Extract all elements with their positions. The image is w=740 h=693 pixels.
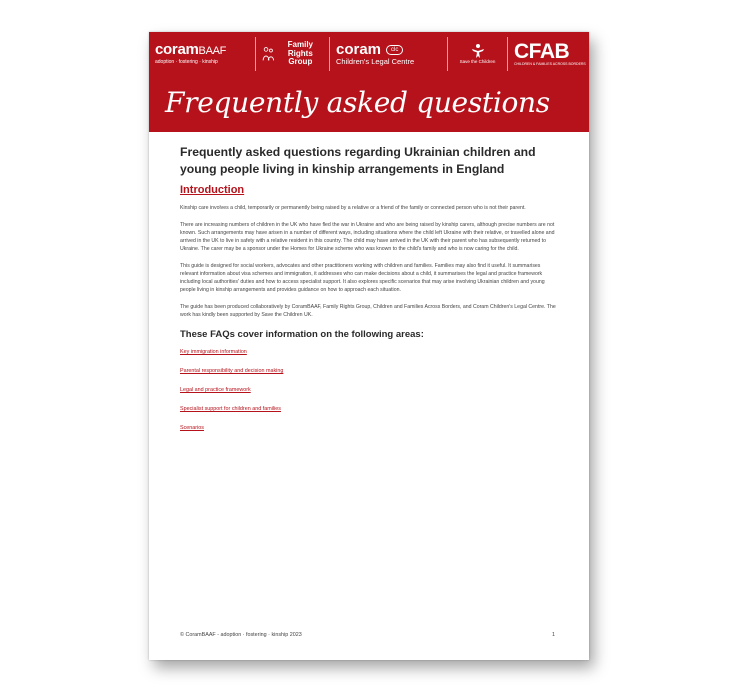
page-footer: [180, 632, 555, 638]
header-banner: [149, 32, 589, 132]
intro-paragraph: This guide is designed for social workers, advocates and other practitioners working with children and families. Families may also find it useful. It summarises relevant information about visa schemes and immigration, it addresses who can make decisions about a child, it summarises the legal and practice framework including local authorities' duties and how to access specialist support. It also explores specific scenarios that may arise involving Ukrainian children and young people living in kinship arrangements and provides guidance on how to approach each situation.: [180, 263, 545, 293]
cfab-logo-name: CFAB: [514, 40, 570, 63]
faq-link-parental-responsibility[interactable]: Parental responsibility and decision making: [180, 368, 284, 374]
section-heading-introduction: Introduction: [180, 184, 245, 196]
corambaaf-logo-name: coram: [155, 41, 199, 58]
faq-link-scenarios[interactable]: Scenarios: [180, 425, 204, 431]
banner-title: Frequently asked questions: [165, 86, 550, 119]
corambaaf-logo: [149, 37, 255, 71]
cclc-subtitle: Children's Legal Centre: [336, 57, 415, 66]
faq-link-legal-framework[interactable]: Legal and practice framework: [180, 387, 251, 393]
document-page: [149, 32, 589, 660]
intro-paragraph: Kinship care involves a child, temporarily or permanently being raised by a relative or a friend of the family or connected person who is not their parent.: [180, 205, 526, 211]
save-the-children-logo: [447, 37, 507, 71]
cclc-logo-name: coram: [336, 41, 382, 58]
footer-copyright: © CoramBAAF - adoption · fostering · kinship 2023: [180, 632, 302, 638]
faq-areas-heading: These FAQs cover information on the following areas:: [180, 329, 424, 340]
cfab-tagline: CHILDREN & FAMILIES ACROSS BORDERS: [514, 62, 586, 66]
cclc-badge: clc: [386, 45, 403, 55]
family-figures-icon: [262, 41, 275, 67]
save-the-children-icon: [470, 43, 486, 59]
family-rights-group-name: Family Rights Group: [287, 40, 313, 67]
family-rights-group-logo: [255, 37, 329, 71]
faq-link-specialist-support[interactable]: Specialist support for children and families: [180, 406, 281, 412]
save-the-children-name: Save the Children: [459, 59, 496, 64]
cfab-logo: [507, 37, 589, 71]
faq-link-list: [180, 349, 560, 432]
page-number: 1: [552, 632, 555, 638]
intro-paragraph: There are increasing numbers of children in the UK who have fled the war in Ukraine and who are being raised by kinship carers, although precise numbers are not known. Such arrangements may have arisen in a number of different ways, including situations where the child left Ukraine with their relative, or travelled alone and arrived in the UK to live in safety with a relative resident in this country. The child may have arrived in the UK with their parent who has subsequently returned to Ukraine. The carer may be a sponsor under the Homes for Ukraine scheme who was known to the child's family and who is now caring for the child.: [180, 222, 555, 252]
coram-childrens-legal-centre-logo: [329, 37, 447, 71]
intro-paragraph: The guide has been produced collaboratively by CoramBAAF, Family Rights Group, Children and Families Across Borders, and Coram Children's Legal Centre. The work has kindly been supported by Save the Children UK.: [180, 304, 556, 318]
document-body: [180, 144, 560, 444]
document-title: Frequently asked questions regarding Ukrainian children and young people living in kinship arrangements in England: [180, 145, 536, 176]
corambaaf-tagline: adoption · fostering · kinship: [155, 59, 218, 65]
faq-link-immigration[interactable]: Key immigration information: [180, 349, 247, 355]
corambaaf-logo-baaf: BAAF: [198, 45, 227, 57]
partner-logos: [149, 36, 589, 72]
